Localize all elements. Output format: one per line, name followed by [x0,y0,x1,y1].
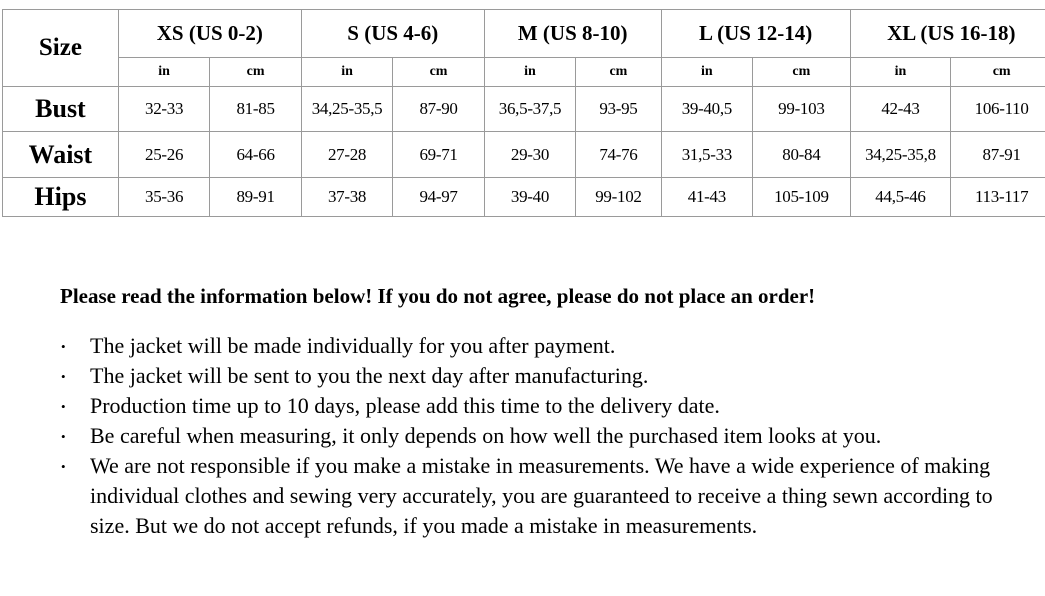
size-chart-table [2,9,1045,217]
table-cell: 64-66 [210,132,301,178]
bullet-icon: • [61,459,66,474]
list-item [0,391,1040,421]
order-notice-heading: Please read the information below! If you do not agree, please do not place an order! [60,284,816,308]
table-cell: 35-36 [118,178,209,217]
table-cell: 94-97 [393,178,484,217]
list-item-text: Be careful when measuring, it only depends on how well the purchased item looks at you. [90,423,882,448]
table-cell: 34,25-35,5 [301,87,392,132]
unit-cm: cm [210,58,301,87]
table-row-bust [3,87,1045,132]
size-column-header: Size [3,10,119,87]
list-item-text: The jacket will be made individually for you after payment. [90,333,616,358]
table-cell: 31,5-33 [661,132,752,178]
table-cell: 99-102 [576,178,661,217]
size-header-row [3,10,1045,58]
list-item-text: Production time up to 10 days, please add this time to the delivery date. [90,393,720,418]
table-cell: 32-33 [118,87,209,132]
bullet-icon: • [61,399,66,414]
table-row-hips [3,178,1045,217]
bullet-icon: • [61,369,66,384]
size-header-xs: XS (US 0-2) [118,10,301,58]
size-header-s: S (US 4-6) [301,10,484,58]
unit-cm: cm [753,58,851,87]
order-rules-list [0,331,1040,541]
size-header-l: L (US 12-14) [661,10,850,58]
row-label-bust: Bust [3,87,119,132]
table-cell: 44,5-46 [850,178,951,217]
unit-cm: cm [576,58,661,87]
list-item [0,451,1040,541]
table-cell: 69-71 [393,132,484,178]
table-cell: 105-109 [753,178,851,217]
table-cell: 93-95 [576,87,661,132]
unit-in: in [661,58,752,87]
unit-in: in [301,58,392,87]
list-item-text: We are not responsible if you make a mistake in measurements. We have a wide experience of making individual clothes and sewing very accurately, you are guaranteed to receive a thing sewn according to size. But we do not accept refunds, if you made a mistake in measurements. [90,453,993,538]
unit-cm: cm [951,58,1045,87]
table-cell: 36,5-37,5 [484,87,575,132]
unit-in: in [118,58,209,87]
list-item [0,331,1040,361]
unit-header-row [3,58,1045,87]
row-label-waist: Waist [3,132,119,178]
unit-in: in [850,58,951,87]
table-cell: 80-84 [753,132,851,178]
row-label-hips: Hips [3,178,119,217]
table-cell: 106-110 [951,87,1045,132]
table-cell: 89-91 [210,178,301,217]
size-header-m: M (US 8-10) [484,10,661,58]
table-cell: 74-76 [576,132,661,178]
table-cell: 42-43 [850,87,951,132]
table-cell: 99-103 [753,87,851,132]
table-cell: 81-85 [210,87,301,132]
table-cell: 113-117 [951,178,1045,217]
table-cell: 39-40,5 [661,87,752,132]
table-cell: 27-28 [301,132,392,178]
table-cell: 37-38 [301,178,392,217]
table-cell: 25-26 [118,132,209,178]
list-item [0,421,1040,451]
table-cell: 87-91 [951,132,1045,178]
table-cell: 34,25-35,8 [850,132,951,178]
unit-cm: cm [393,58,484,87]
bullet-icon: • [61,339,66,354]
list-item [0,361,1040,391]
table-cell: 41-43 [661,178,752,217]
table-cell: 87-90 [393,87,484,132]
table-cell: 29-30 [484,132,575,178]
bullet-icon: • [61,429,66,444]
size-header-xl: XL (US 16-18) [850,10,1045,58]
table-row-waist [3,132,1045,178]
table-cell: 39-40 [484,178,575,217]
list-item-text: The jacket will be sent to you the next day after manufacturing. [90,363,649,388]
unit-in: in [484,58,575,87]
